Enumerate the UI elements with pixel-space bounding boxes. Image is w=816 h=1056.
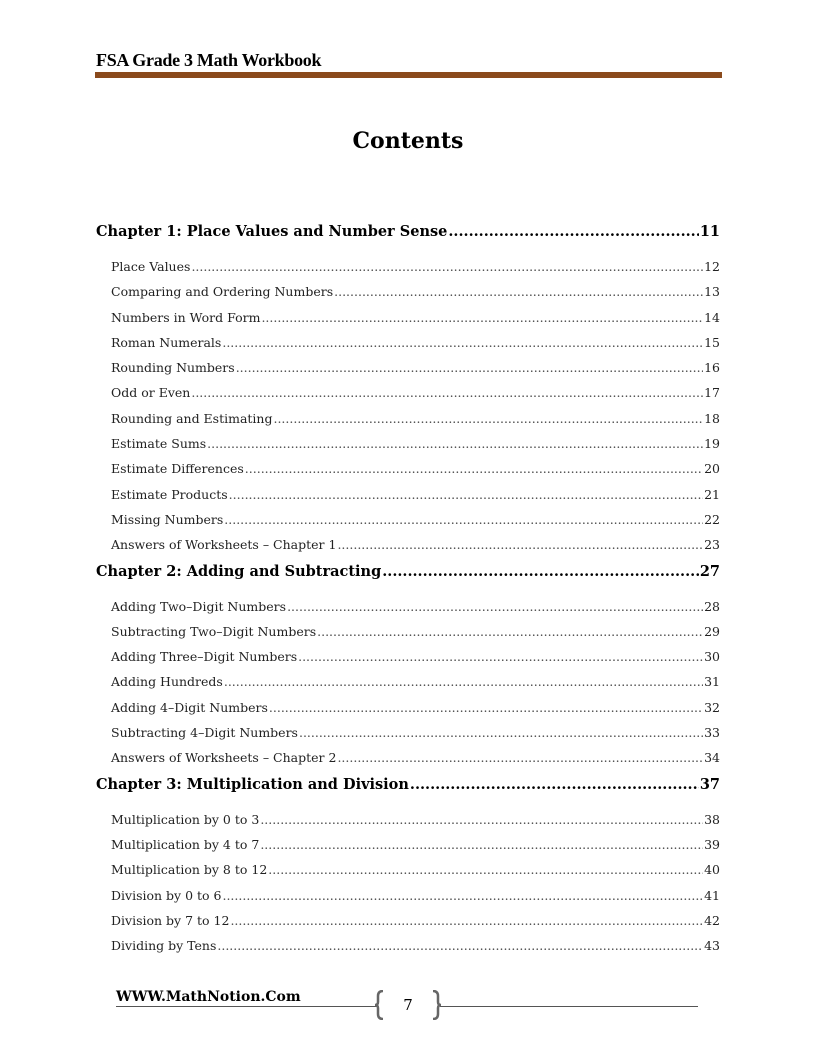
topic-page-number: 30 [704,649,720,665]
dot-leader [287,594,703,619]
topic-page-number: 33 [704,725,720,741]
footer-rule-left [116,1006,378,1007]
topic-label: Division by 7 to 12 [111,912,230,928]
dot-leader [334,279,703,304]
dot-leader [448,218,698,246]
topic-label: Subtracting Two–Digit Numbers [111,623,317,639]
topic-page-number: 32 [704,699,720,715]
topic-page-number: 41 [704,887,720,903]
topic-page-number: 22 [704,511,720,527]
dot-leader [217,933,703,958]
topic-label: Division by 0 to 6 [111,887,222,903]
dot-leader [207,431,703,456]
footer-website[interactable]: WWW.MathNotion.Com [116,989,301,1005]
toc-topic[interactable] [96,431,720,456]
topic-label: Estimate Sums [111,436,207,452]
topic-label: Multiplication by 0 to 3 [111,811,260,827]
topic-page-number: 15 [704,334,720,350]
dot-leader [260,807,703,832]
dot-leader [222,883,703,908]
topic-page-number: 12 [704,259,720,274]
toc-topic[interactable] [96,380,720,405]
toc-topic[interactable] [96,355,720,380]
toc-topic[interactable] [96,507,720,532]
dot-leader [298,644,703,669]
toc-topic[interactable] [96,482,720,507]
dot-leader [245,456,703,481]
topic-page-number: 40 [704,862,720,878]
topic-page-number: 23 [704,537,720,553]
dot-leader [236,355,703,380]
topic-page-number: 28 [704,598,720,614]
table-of-contents [96,218,720,958]
toc-topic[interactable] [96,857,720,882]
topic-page-number: 29 [704,623,720,639]
dot-leader [317,619,703,644]
toc-topic[interactable] [96,669,720,694]
topic-label: Estimate Products [111,486,228,502]
chapter-page-number: 27 [699,562,720,580]
topic-page-number: 19 [704,436,720,452]
toc-topic[interactable] [96,695,720,720]
topic-label: Adding Two–Digit Numbers [111,598,287,614]
topic-label: Adding Hundreds [111,674,223,690]
topic-label: Place Values [111,259,191,274]
toc-chapter-2[interactable] [96,558,720,586]
topic-label: Subtracting 4–Digit Numbers [111,725,298,741]
topic-label: Answers of Worksheets – Chapter 1 [111,537,337,553]
dot-leader [337,532,703,557]
dot-leader [222,330,703,355]
topic-page-number: 38 [704,811,720,827]
dot-leader [269,695,703,720]
toc-topic[interactable] [96,406,720,431]
toc-topic[interactable] [96,883,720,908]
toc-topic[interactable] [96,908,720,933]
topic-label: Rounding Numbers [111,360,235,376]
chapter-title: Chapter 3: Multiplication and Division [96,775,409,793]
toc-chapter-1[interactable] [96,218,720,246]
topic-label: Rounding and Estimating [111,410,273,426]
topic-label: Dividing by Tens [111,938,217,954]
header-rule [95,72,722,78]
dot-leader [191,254,703,279]
topic-label: Missing Numbers [111,511,224,527]
toc-topic[interactable] [96,305,720,330]
topic-page-number: 21 [704,486,720,502]
page-number: 7 [403,996,413,1014]
topic-label: Estimate Differences [111,461,244,477]
dot-leader [261,305,703,330]
topic-page-number: 17 [704,385,720,401]
dot-leader [230,908,703,933]
toc-topic[interactable] [96,330,720,355]
dot-leader [273,406,703,431]
running-header-title: FSA Grade 3 Math Workbook [96,50,322,70]
dot-leader [268,857,703,882]
topic-page-number: 43 [704,938,720,954]
topic-page-number: 13 [704,284,720,300]
toc-topic[interactable] [96,720,720,745]
footer-rule-right [440,1006,698,1007]
topic-label: Adding 4–Digit Numbers [111,699,268,715]
chapter-page-number: 11 [699,223,720,240]
topic-label: Comparing and Ordering Numbers [111,284,334,300]
toc-topic[interactable] [96,594,720,619]
dot-leader [410,771,699,799]
toc-topic[interactable] [96,644,720,669]
topic-label: Adding Three–Digit Numbers [111,649,298,665]
toc-topic[interactable] [96,619,720,644]
dot-leader [191,380,703,405]
topic-label: Odd or Even [111,385,191,401]
dot-leader [337,745,703,770]
topic-page-number: 34 [704,750,720,766]
toc-chapter-3[interactable] [96,771,720,799]
chapter-title: Chapter 2: Adding and Subtracting [96,562,382,580]
toc-topic[interactable] [96,832,720,857]
chapter-title: Chapter 1: Place Values and Number Sense [96,223,448,240]
dot-leader [382,558,699,586]
toc-topic[interactable] [96,279,720,304]
toc-topic[interactable] [96,456,720,481]
topic-label: Roman Numerals [111,334,222,350]
topic-page-number: 39 [704,836,720,852]
dot-leader [229,482,703,507]
dot-leader [224,669,703,694]
topic-label: Multiplication by 8 to 12 [111,862,268,878]
topic-page-number: 42 [704,912,720,928]
dot-leader [299,720,703,745]
dot-leader [260,832,703,857]
dot-leader [224,507,703,532]
topic-page-number: 16 [704,360,720,376]
topic-label: Numbers in Word Form [111,309,261,325]
chapter-page-number: 37 [699,775,720,793]
page-title: Contents [352,128,464,154]
topic-page-number: 18 [704,410,720,426]
topic-page-number: 14 [704,309,720,325]
toc-topic[interactable] [96,807,720,832]
toc-topic[interactable] [96,254,720,279]
topic-label: Multiplication by 4 to 7 [111,836,260,852]
toc-topic[interactable] [96,532,720,557]
toc-topic[interactable] [96,745,720,770]
topic-page-number: 31 [704,674,720,690]
topic-label: Answers of Worksheets – Chapter 2 [111,750,337,766]
topic-page-number: 20 [704,461,720,477]
toc-topic[interactable] [96,933,720,958]
